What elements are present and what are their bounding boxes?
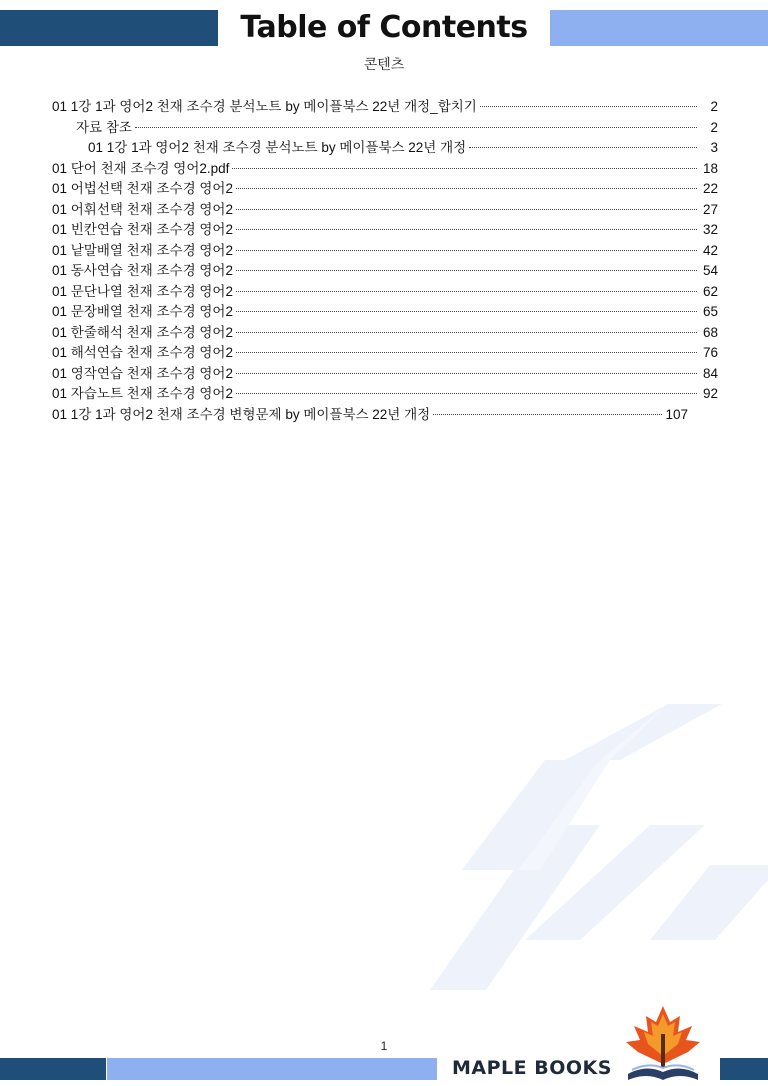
toc-dot-leader — [236, 188, 697, 189]
toc-entry[interactable] — [52, 362, 718, 383]
toc-entry-title: 01 1강 1과 영어2 천재 조수경 분석노트 by 메이플북스 22년 개정_합치기 — [52, 99, 477, 114]
toc-entry-title: 01 빈칸연습 천재 조수경 영어2 — [52, 222, 233, 237]
toc-entry-title: 01 해석연습 천재 조수경 영어2 — [52, 345, 233, 360]
toc-entry[interactable] — [52, 116, 718, 137]
toc-dot-leader — [236, 229, 697, 230]
table-of-contents — [52, 95, 718, 423]
toc-entry-page: 84 — [702, 365, 718, 381]
page-number: 1 — [380, 1039, 388, 1053]
toc-dot-leader — [236, 393, 697, 394]
toc-entry-page: 2 — [710, 99, 718, 114]
toc-entry-page: 2 — [710, 119, 718, 135]
toc-entry-title: 01 문단나열 천재 조수경 영어2 — [52, 283, 233, 299]
toc-entry-title: 자료 참조 — [76, 119, 132, 135]
toc-entry-page: 68 — [702, 324, 718, 340]
toc-entry[interactable] — [52, 300, 718, 321]
toc-entry[interactable] — [52, 403, 688, 424]
toc-dot-leader — [236, 373, 697, 374]
toc-entry[interactable] — [52, 321, 718, 342]
toc-entry-title: 01 단어 천재 조수경 영어2.pdf — [52, 160, 230, 176]
toc-dot-leader — [236, 311, 697, 312]
toc-dot-leader — [433, 414, 662, 415]
toc-entry-title: 01 어휘선택 천재 조수경 영어2 — [52, 201, 233, 217]
toc-entry-title: 01 영작연습 천재 조수경 영어2 — [52, 365, 233, 381]
toc-entry-title: 01 한줄해석 천재 조수경 영어2 — [52, 324, 233, 340]
toc-entry[interactable] — [52, 259, 718, 280]
toc-entry-title: 01 동사연습 천재 조수경 영어2 — [52, 263, 233, 278]
toc-entry[interactable] — [52, 239, 718, 260]
toc-entry-title: 01 1강 1과 영어2 천재 조수경 변형문제 by 메이플북스 22년 개정 — [52, 406, 431, 422]
toc-entry[interactable] — [52, 280, 718, 301]
toc-entry-title: 01 1강 1과 영어2 천재 조수경 분석노트 by 메이플북스 22년 개정 — [88, 140, 467, 155]
toc-entry-page: 18 — [702, 160, 718, 176]
toc-entry-page: 3 — [710, 140, 718, 155]
brand-name: MAPLE BOOKS — [452, 1057, 612, 1079]
toc-dot-leader — [236, 352, 697, 353]
toc-entry[interactable] — [52, 177, 718, 198]
toc-entry-page: 65 — [702, 304, 718, 319]
toc-entry-page: 42 — [702, 242, 718, 258]
toc-entry-page: 27 — [702, 201, 718, 217]
maple-leaf-logo-icon — [618, 1004, 708, 1086]
toc-entry-page: 92 — [702, 386, 718, 401]
toc-entry-title: 01 어법선택 천재 조수경 영어2 — [52, 181, 233, 196]
toc-entry-title: 01 문장배열 천재 조수경 영어2 — [52, 304, 233, 319]
toc-entry[interactable] — [52, 157, 718, 178]
toc-entry-page: 62 — [702, 283, 718, 299]
toc-entry[interactable] — [52, 218, 718, 239]
toc-entry-page: 54 — [702, 263, 718, 278]
toc-entry[interactable] — [52, 198, 718, 219]
toc-entry[interactable] — [52, 341, 718, 362]
toc-entry-page: 32 — [702, 222, 718, 237]
toc-entry[interactable] — [52, 95, 718, 116]
footer-right-bar — [720, 1058, 768, 1080]
footer-left-bar — [0, 1058, 106, 1080]
page-title: Table of Contents — [240, 10, 528, 45]
page-subtitle: 콘텐츠 — [363, 56, 405, 72]
toc-entry-page: 107 — [665, 406, 688, 422]
toc-dot-leader — [236, 332, 697, 333]
toc-dot-leader — [469, 147, 697, 148]
watermark-graphic — [400, 690, 768, 1010]
toc-dot-leader — [480, 106, 697, 107]
toc-dot-leader — [236, 209, 697, 210]
toc-dot-leader — [236, 250, 697, 251]
toc-entry-page: 22 — [702, 181, 718, 196]
toc-dot-leader — [236, 270, 697, 271]
footer-mid-bar — [107, 1058, 437, 1080]
toc-entry[interactable] — [52, 136, 718, 157]
toc-entry[interactable] — [52, 382, 718, 403]
toc-entry-page: 76 — [702, 345, 718, 360]
toc-dot-leader — [232, 168, 697, 169]
toc-dot-leader — [135, 127, 697, 128]
toc-dot-leader — [236, 291, 697, 292]
toc-entry-title: 01 자습노트 천재 조수경 영어2 — [52, 386, 233, 401]
toc-entry-title: 01 낱말배열 천재 조수경 영어2 — [52, 242, 233, 258]
